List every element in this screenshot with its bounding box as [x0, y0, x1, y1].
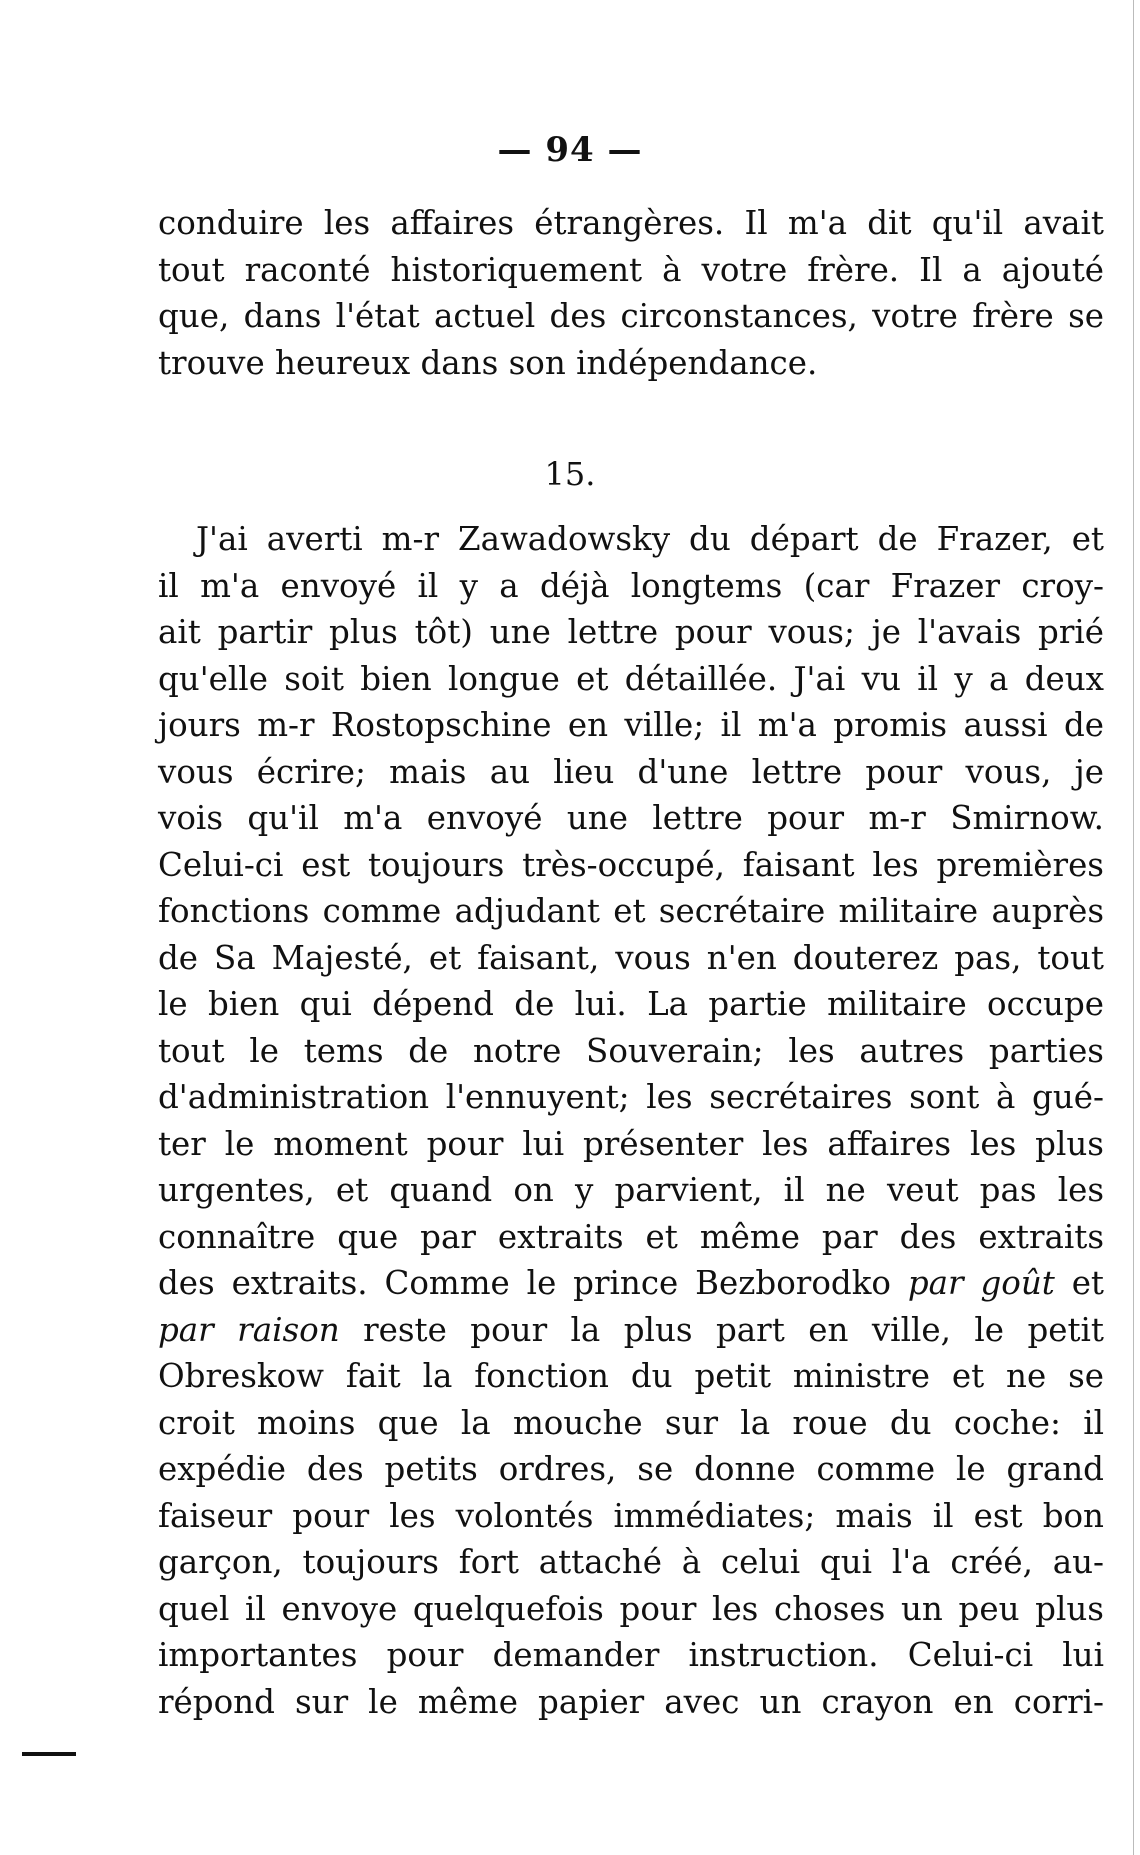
italic-phrase: par raison — [158, 1310, 340, 1349]
text-line: connaître que par extraits et même par des extraits — [158, 1217, 1104, 1256]
italic-phrase: par goût — [907, 1264, 1055, 1302]
text-line: vois qu'il m'a envoyé une lettre pour m-r Smirnow. — [158, 799, 1104, 837]
text-line: qu'elle soit bien longue et détaillée. J'ai vu il y a deux — [158, 659, 1104, 698]
footer-rule-mark — [22, 1752, 76, 1756]
text-line-with-italics — [158, 1260, 1104, 1307]
text-line: de Sa Majesté, et faisant, vous n'en douterez pas, tout — [158, 938, 1104, 977]
text-line: conduire les affaires étrangères. Il m'a dit qu'il avait — [158, 204, 1104, 242]
text-fragment: et — [1054, 1264, 1104, 1302]
text-line: expédie des petits ordres, se donne comme le grand — [158, 1450, 1104, 1488]
text-line: Obreskow fait la fonction du petit ministre et ne se — [158, 1357, 1104, 1395]
text-line: Celui-ci est toujours très-occupé, faisant les premières — [158, 845, 1104, 884]
text-fragment: des extraits. Comme le prince Bezborodko — [158, 1264, 908, 1302]
text-line: croit moins que la mouche sur la roue du coche: il — [158, 1403, 1104, 1442]
text-line: répond sur le même papier avec un crayon en corri- — [158, 1682, 1104, 1721]
continued-paragraph — [158, 200, 1104, 386]
text-line: jours m-r Rostopschine en ville; il m'a promis aussi de — [158, 706, 1104, 744]
text-line: vous écrire; mais au lieu d'une lettre pour vous, je — [158, 752, 1104, 791]
text-line: faiseur pour les volontés immédiates; mais il est bon — [158, 1496, 1104, 1535]
section-number: 15. — [544, 455, 596, 493]
letter-paragraph — [158, 516, 1104, 1725]
page-number: — 94 — — [497, 130, 643, 170]
text-line: ait partir plus tôt) une lettre pour vous; je l'avais prié — [158, 613, 1104, 651]
text-line: fonctions comme adjudant et secrétaire militaire auprès — [158, 892, 1104, 930]
text-line: garçon, toujours fort attaché à celui qui l'a créé, au- — [158, 1543, 1104, 1581]
text-line: quel il envoye quelquefois pour les choses un peu plus — [158, 1589, 1104, 1628]
text-line: tout raconté historiquement à votre frère. Il a ajouté — [158, 250, 1104, 289]
text-line: J'ai averti m-r Zawadowsky du départ de Frazer, et — [196, 520, 1104, 558]
text-line: que, dans l'état actuel des circonstances, votre frère se — [158, 297, 1104, 335]
text-line: le bien qui dépend de lui. La partie militaire occupe — [158, 985, 1104, 1023]
page-edge-line — [1133, 0, 1134, 1855]
text-line-with-italics — [158, 1307, 1104, 1354]
text-line: il m'a envoyé il y a déjà longtems (car Frazer croy- — [158, 566, 1104, 605]
text-line: tout le tems de notre Souverain; les autres parties — [158, 1031, 1104, 1070]
text-line: trouve heureux dans son indépendance. — [158, 343, 818, 382]
text-fragment: reste pour la plus part en ville, le petit — [339, 1310, 1104, 1349]
text-line: ter le moment pour lui présenter les affaires les plus — [158, 1124, 1104, 1163]
text-line: importantes pour demander instruction. Celui-ci lui — [158, 1636, 1104, 1674]
text-line: urgentes, et quand on y parvient, il ne veut pas les — [158, 1171, 1104, 1209]
text-line: d'administration l'ennuyent; les secrétaires sont à gué- — [158, 1078, 1104, 1116]
